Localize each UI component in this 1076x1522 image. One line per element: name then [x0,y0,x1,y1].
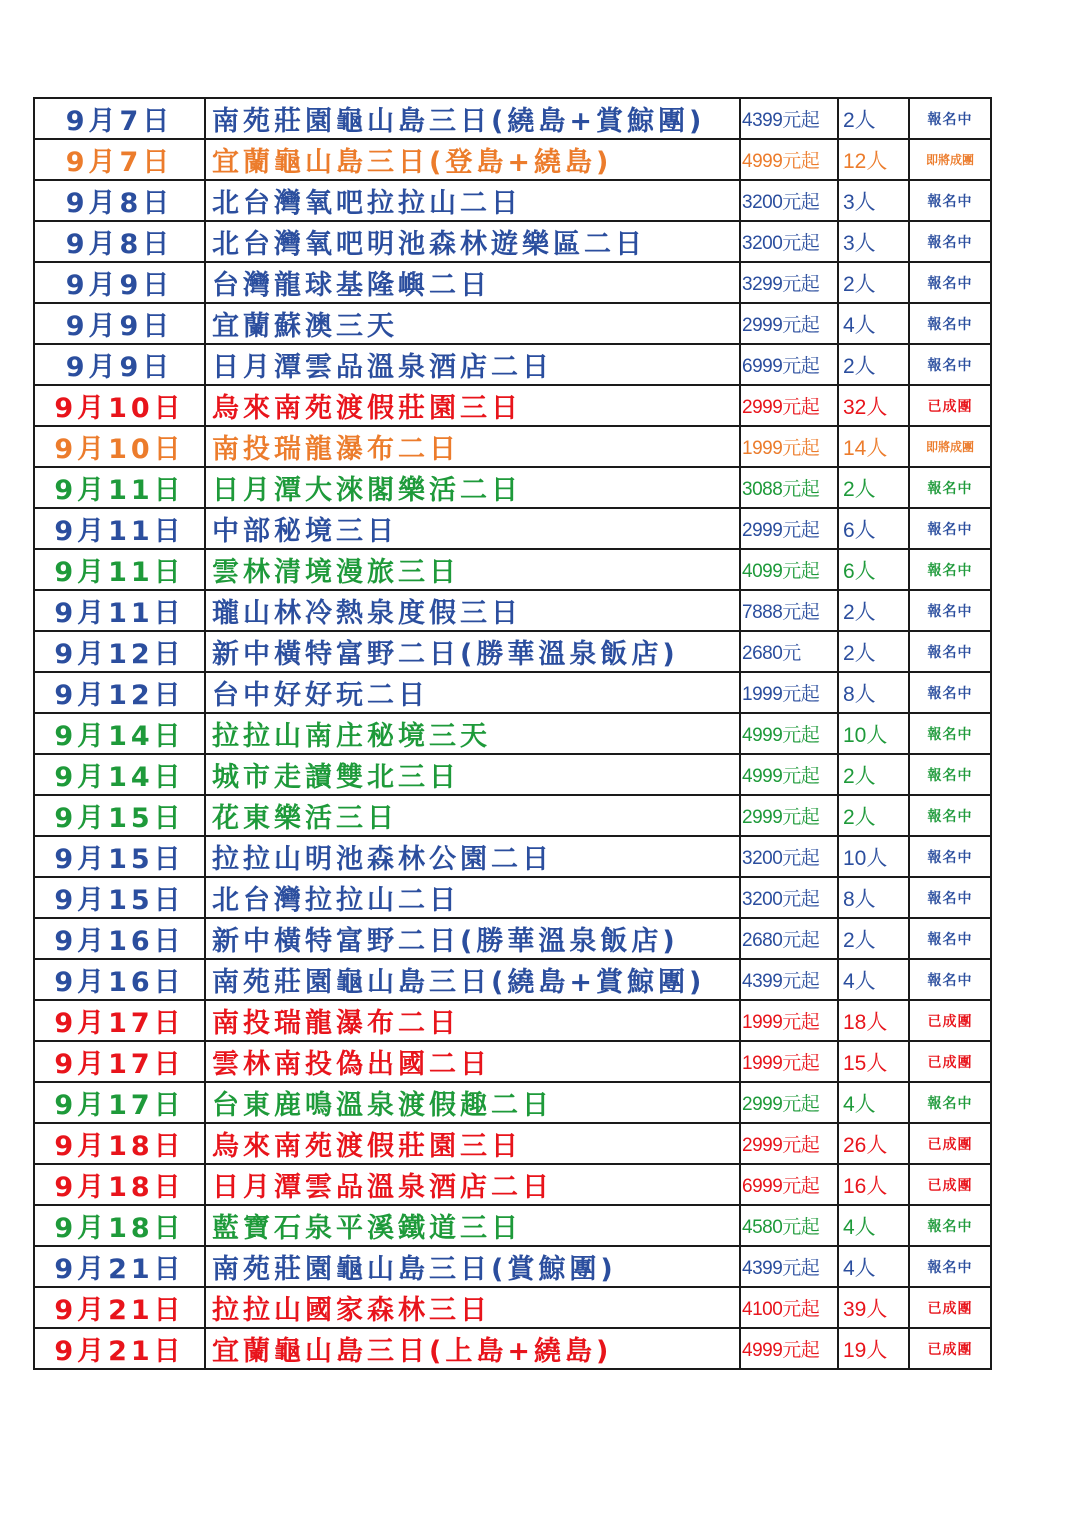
tour-date-cell: 9月17日 [34,1082,205,1123]
tour-price-cell: 4399元起 [740,98,838,139]
tour-date-cell: 9月10日 [34,426,205,467]
tour-date-cell: 9月9日 [34,262,205,303]
signup-count-cell: 4人 [838,1246,909,1287]
signup-count-cell: 4人 [838,959,909,1000]
tour-price-cell: 4999元起 [740,139,838,180]
table-row [34,262,991,303]
tour-status-cell: 已成團 [909,1164,991,1205]
tour-price-cell: 4100元起 [740,1287,838,1328]
table-row [34,98,991,139]
signup-count-cell: 4人 [838,1082,909,1123]
tour-name-cell: 瓏山林冷熱泉度假三日 [205,590,740,631]
tour-name-cell: 宜蘭龜山島三日(登島+繞島) [205,139,740,180]
tour-date-cell: 9月14日 [34,754,205,795]
tour-price-cell: 6999元起 [740,1164,838,1205]
signup-count-cell: 6人 [838,508,909,549]
signup-count-cell: 2人 [838,590,909,631]
table-row [34,549,991,590]
tour-status-cell: 已成團 [909,385,991,426]
signup-count-cell: 2人 [838,631,909,672]
tour-price-cell: 3200元起 [740,836,838,877]
tour-status-cell: 報名中 [909,754,991,795]
tour-name-cell: 新中橫特富野二日(勝華溫泉飯店) [205,918,740,959]
tour-price-cell: 7888元起 [740,590,838,631]
signup-count-cell: 2人 [838,344,909,385]
tour-status-cell: 報名中 [909,1246,991,1287]
signup-count-cell: 12人 [838,139,909,180]
tour-price-cell: 3299元起 [740,262,838,303]
tour-status-cell: 報名中 [909,836,991,877]
table-row [34,959,991,1000]
table-row [34,877,991,918]
signup-count-cell: 2人 [838,918,909,959]
tour-date-cell: 9月9日 [34,344,205,385]
tour-name-cell: 烏來南苑渡假莊園三日 [205,385,740,426]
table-row [34,795,991,836]
tour-price-cell: 2999元起 [740,1082,838,1123]
tour-price-cell: 2999元起 [740,795,838,836]
tour-name-cell: 雲林南投偽出國二日 [205,1041,740,1082]
tour-name-cell: 拉拉山南庄秘境三天 [205,713,740,754]
table-row [34,1328,991,1369]
tour-status-cell: 報名中 [909,221,991,262]
tour-price-cell: 4580元起 [740,1205,838,1246]
tour-price-cell: 2999元起 [740,385,838,426]
tour-date-cell: 9月18日 [34,1123,205,1164]
tour-status-cell: 報名中 [909,303,991,344]
tour-date-cell: 9月9日 [34,303,205,344]
tour-date-cell: 9月17日 [34,1041,205,1082]
table-row [34,303,991,344]
table-row [34,1082,991,1123]
table-row [34,180,991,221]
signup-count-cell: 2人 [838,262,909,303]
signup-count-cell: 39人 [838,1287,909,1328]
table-row [34,631,991,672]
table-row [34,1164,991,1205]
signup-count-cell: 32人 [838,385,909,426]
signup-count-cell: 2人 [838,795,909,836]
tour-date-cell: 9月7日 [34,98,205,139]
tour-status-cell: 已成團 [909,1287,991,1328]
tour-date-cell: 9月11日 [34,508,205,549]
tour-price-cell: 1999元起 [740,1000,838,1041]
tour-name-cell: 南投瑞龍瀑布二日 [205,1000,740,1041]
table-row [34,221,991,262]
tour-name-cell: 台中好好玩二日 [205,672,740,713]
tour-date-cell: 9月14日 [34,713,205,754]
table-row [34,713,991,754]
tour-price-cell: 4999元起 [740,1328,838,1369]
tour-status-cell: 報名中 [909,98,991,139]
tour-name-cell: 雲林清境漫旅三日 [205,549,740,590]
tour-price-cell: 4999元起 [740,713,838,754]
tour-status-cell: 報名中 [909,262,991,303]
tour-status-cell: 報名中 [909,795,991,836]
signup-count-cell: 3人 [838,180,909,221]
signup-count-cell: 2人 [838,98,909,139]
table-row [34,836,991,877]
tour-name-cell: 中部秘境三日 [205,508,740,549]
tour-status-cell: 報名中 [909,959,991,1000]
tour-status-cell: 報名中 [909,549,991,590]
table-row [34,1000,991,1041]
table-row [34,385,991,426]
tour-name-cell: 台東鹿鳴溫泉渡假趣二日 [205,1082,740,1123]
table-row [34,754,991,795]
tour-date-cell: 9月8日 [34,221,205,262]
table-row [34,1041,991,1082]
tour-price-cell: 4399元起 [740,1246,838,1287]
tour-date-cell: 9月21日 [34,1328,205,1369]
tour-date-cell: 9月11日 [34,590,205,631]
tour-status-cell: 即將成團 [909,426,991,467]
tour-name-cell: 城市走讀雙北三日 [205,754,740,795]
tour-status-cell: 報名中 [909,877,991,918]
tour-status-cell: 報名中 [909,1205,991,1246]
signup-count-cell: 10人 [838,713,909,754]
signup-count-cell: 8人 [838,672,909,713]
tour-date-cell: 9月8日 [34,180,205,221]
tour-date-cell: 9月21日 [34,1246,205,1287]
signup-count-cell: 3人 [838,221,909,262]
table-row [34,467,991,508]
tour-date-cell: 9月15日 [34,795,205,836]
signup-count-cell: 15人 [838,1041,909,1082]
tour-price-cell: 1999元起 [740,672,838,713]
tour-status-cell: 報名中 [909,590,991,631]
tour-price-cell: 6999元起 [740,344,838,385]
tour-date-cell: 9月11日 [34,467,205,508]
tour-schedule-table [33,97,992,1370]
tour-date-cell: 9月18日 [34,1164,205,1205]
tour-date-cell: 9月21日 [34,1287,205,1328]
tour-status-cell: 報名中 [909,918,991,959]
tour-status-cell: 報名中 [909,713,991,754]
tour-price-cell: 2999元起 [740,1123,838,1164]
table-row [34,426,991,467]
table-row [34,139,991,180]
table-row [34,918,991,959]
tour-price-cell: 4999元起 [740,754,838,795]
tour-date-cell: 9月17日 [34,1000,205,1041]
tour-price-cell: 2999元起 [740,508,838,549]
tour-date-cell: 9月11日 [34,549,205,590]
tour-name-cell: 北台灣拉拉山二日 [205,877,740,918]
signup-count-cell: 2人 [838,467,909,508]
tour-status-cell: 已成團 [909,1328,991,1369]
signup-count-cell: 26人 [838,1123,909,1164]
tour-name-cell: 新中橫特富野二日(勝華溫泉飯店) [205,631,740,672]
table-row [34,508,991,549]
tour-date-cell: 9月15日 [34,877,205,918]
tour-price-cell: 3200元起 [740,877,838,918]
tour-price-cell: 3088元起 [740,467,838,508]
signup-count-cell: 8人 [838,877,909,918]
tour-schedule-body [34,98,991,1369]
tour-date-cell: 9月15日 [34,836,205,877]
signup-count-cell: 10人 [838,836,909,877]
signup-count-cell: 4人 [838,1205,909,1246]
tour-price-cell: 1999元起 [740,1041,838,1082]
tour-name-cell: 南苑莊園龜山島三日(繞島+賞鯨團) [205,959,740,1000]
tour-date-cell: 9月18日 [34,1205,205,1246]
tour-price-cell: 1999元起 [740,426,838,467]
tour-name-cell: 宜蘭蘇澳三天 [205,303,740,344]
table-row [34,344,991,385]
tour-status-cell: 報名中 [909,1082,991,1123]
tour-name-cell: 北台灣氧吧明池森林遊樂區二日 [205,221,740,262]
tour-status-cell: 報名中 [909,672,991,713]
tour-name-cell: 拉拉山明池森林公園二日 [205,836,740,877]
tour-date-cell: 9月7日 [34,139,205,180]
signup-count-cell: 4人 [838,303,909,344]
tour-name-cell: 南苑莊園龜山島三日(繞島+賞鯨團) [205,98,740,139]
table-row [34,1246,991,1287]
tour-price-cell: 2999元起 [740,303,838,344]
tour-name-cell: 日月潭雲品溫泉酒店二日 [205,1164,740,1205]
tour-price-cell: 4099元起 [740,549,838,590]
tour-name-cell: 南苑莊園龜山島三日(賞鯨團) [205,1246,740,1287]
tour-price-cell: 4399元起 [740,959,838,1000]
tour-date-cell: 9月10日 [34,385,205,426]
tour-price-cell: 3200元起 [740,180,838,221]
tour-price-cell: 3200元起 [740,221,838,262]
tour-name-cell: 拉拉山國家森林三日 [205,1287,740,1328]
signup-count-cell: 2人 [838,754,909,795]
tour-status-cell: 已成團 [909,1041,991,1082]
tour-name-cell: 北台灣氧吧拉拉山二日 [205,180,740,221]
signup-count-cell: 6人 [838,549,909,590]
tour-name-cell: 烏來南苑渡假莊園三日 [205,1123,740,1164]
tour-date-cell: 9月16日 [34,918,205,959]
tour-status-cell: 即將成團 [909,139,991,180]
tour-status-cell: 報名中 [909,631,991,672]
signup-count-cell: 14人 [838,426,909,467]
signup-count-cell: 19人 [838,1328,909,1369]
table-row [34,1287,991,1328]
tour-status-cell: 已成團 [909,1000,991,1041]
tour-status-cell: 報名中 [909,508,991,549]
tour-status-cell: 報名中 [909,180,991,221]
table-row [34,1205,991,1246]
tour-price-cell: 2680元 [740,631,838,672]
tour-name-cell: 日月潭大淶閣樂活二日 [205,467,740,508]
table-row [34,590,991,631]
tour-name-cell: 宜蘭龜山島三日(上島+繞島) [205,1328,740,1369]
tour-date-cell: 9月16日 [34,959,205,1000]
tour-date-cell: 9月12日 [34,631,205,672]
tour-name-cell: 藍寶石泉平溪鐵道三日 [205,1205,740,1246]
tour-name-cell: 南投瑞龍瀑布二日 [205,426,740,467]
tour-status-cell: 已成團 [909,1123,991,1164]
tour-price-cell: 2680元起 [740,918,838,959]
tour-name-cell: 台灣龍球基隆嶼二日 [205,262,740,303]
tour-date-cell: 9月12日 [34,672,205,713]
table-row [34,672,991,713]
signup-count-cell: 16人 [838,1164,909,1205]
signup-count-cell: 18人 [838,1000,909,1041]
tour-name-cell: 日月潭雲品溫泉酒店二日 [205,344,740,385]
table-row [34,1123,991,1164]
tour-status-cell: 報名中 [909,467,991,508]
tour-status-cell: 報名中 [909,344,991,385]
tour-name-cell: 花東樂活三日 [205,795,740,836]
